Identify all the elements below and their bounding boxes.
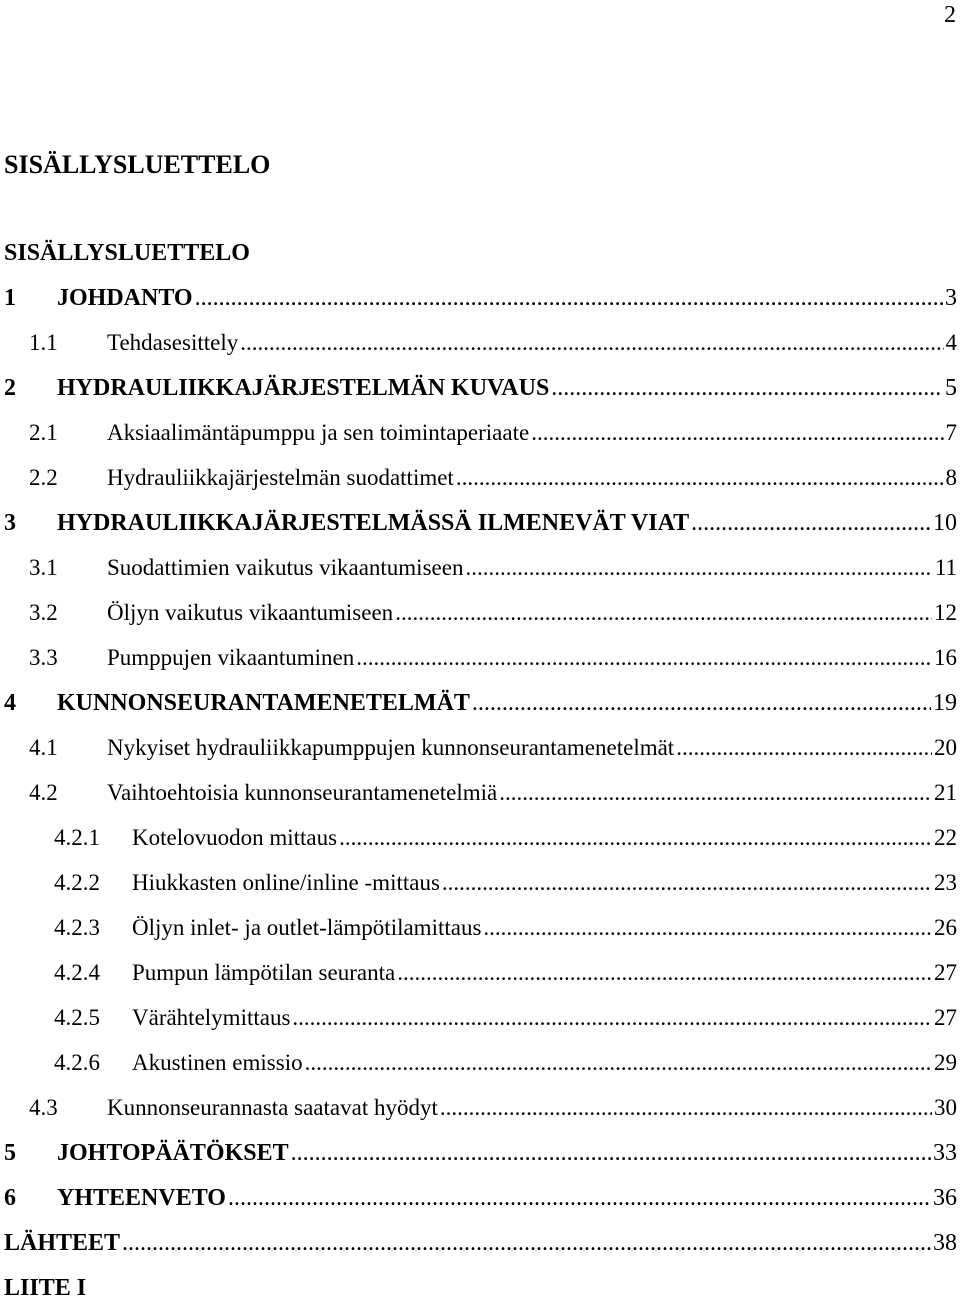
toc-entry-number: 3.2 — [29, 600, 58, 625]
toc-entry[interactable] — [4, 555, 957, 585]
toc-entry[interactable] — [4, 600, 957, 630]
toc-entry[interactable] — [4, 375, 957, 405]
toc-entry-page: 26 — [934, 915, 957, 940]
toc-dot-leader — [397, 960, 932, 986]
toc-dot-leader — [292, 1005, 932, 1031]
toc-entry-page: 30 — [934, 1095, 957, 1120]
toc-entry-title: HYDRAULIIKKAJÄRJESTELMÄN KUVAUS — [57, 375, 550, 401]
toc-entry-title: KUNNONSEURANTAMENETELMÄT — [57, 690, 470, 716]
toc-entry-number: 2.2 — [29, 465, 58, 490]
toc-entry-page: 27 — [934, 1005, 957, 1030]
toc-entry[interactable] — [4, 1095, 957, 1125]
toc-dot-leader — [676, 735, 932, 761]
toc-entry[interactable] — [4, 735, 957, 765]
toc-entry-number: 3.3 — [29, 645, 58, 670]
toc-entry-number: 4.2 — [29, 780, 58, 805]
toc-dot-leader — [691, 510, 931, 537]
toc-dot-leader — [395, 600, 932, 626]
toc-entry-title: Öljyn vaikutus vikaantumiseen — [107, 600, 394, 625]
toc-entry-number: 6 — [4, 1185, 16, 1211]
toc-entry-number: 1 — [4, 285, 16, 311]
toc-dot-leader — [483, 915, 932, 941]
toc-entry-page: 10 — [933, 510, 957, 536]
toc-dot-leader — [305, 1050, 932, 1076]
toc-entry-number: 1.1 — [29, 330, 58, 355]
toc-entry-title: Hydrauliikkajärjestelmän suodattimet — [107, 465, 454, 490]
toc-dot-leader — [122, 1230, 931, 1257]
toc-entry-number: 4 — [4, 690, 16, 716]
toc-entry-number: 4.2.4 — [54, 960, 100, 985]
toc-entry[interactable] — [4, 420, 957, 450]
toc-entry[interactable] — [4, 1140, 957, 1170]
toc-entry-page: 19 — [933, 690, 957, 716]
toc-entry-title: Hiukkasten online/inline -mittaus — [132, 870, 440, 895]
toc-entry-page: 27 — [934, 960, 957, 985]
toc-dot-leader — [499, 780, 932, 806]
toc-entry[interactable] — [4, 825, 957, 855]
toc-entry-number: 4.1 — [29, 735, 58, 760]
toc-dot-leader — [551, 375, 943, 402]
toc-entry-page: 21 — [934, 780, 957, 805]
toc-entry-title: Suodattimien vaikutus vikaantumiseen — [107, 555, 464, 580]
toc-entry[interactable] — [4, 960, 957, 990]
toc-entry-title: JOHDANTO — [57, 285, 193, 311]
toc-dot-leader — [472, 690, 931, 717]
toc-entry[interactable] — [4, 330, 957, 360]
toc-entry[interactable] — [4, 1050, 957, 1080]
toc-entry-page: 16 — [934, 645, 957, 670]
toc-dot-leader — [195, 285, 943, 312]
toc-entry-page: 20 — [934, 735, 957, 760]
toc-dot-leader — [440, 1095, 932, 1121]
toc-entry-page: 23 — [934, 870, 957, 895]
toc-entry-page: 3 — [945, 285, 957, 311]
toc-entry-title: Nykyiset hydrauliikkapumppujen kunnonseurantamenetelmät — [107, 735, 675, 760]
toc-entry-number: 5 — [4, 1140, 16, 1166]
toc-dot-leader — [456, 465, 944, 491]
toc-entry-page: 12 — [934, 600, 957, 625]
toc-entry-number: 4.2.2 — [54, 870, 100, 895]
toc-entry-number: 2.1 — [29, 420, 58, 445]
toc-entry[interactable] — [4, 1005, 957, 1035]
toc-dot-leader — [240, 330, 943, 356]
toc-entry[interactable] — [4, 1230, 957, 1260]
toc-entry-number: 4.2.5 — [54, 1005, 100, 1030]
toc-entry-page: 7 — [945, 420, 957, 445]
toc-entry-title: Pumppujen vikaantuminen — [107, 645, 355, 670]
toc-dot-leader — [339, 825, 932, 851]
toc-entry-number: 4.3 — [29, 1095, 58, 1120]
toc-entry-title: Vaihtoehtoisia kunnonseurantamenetelmiä — [107, 780, 498, 805]
toc-dot-leader — [531, 420, 943, 446]
toc-entry-title: LIITE I — [4, 1275, 87, 1301]
toc-entry-title: Akustinen emissio — [132, 1050, 303, 1075]
page-title: SISÄLLYSLUETTELO — [4, 150, 271, 179]
toc-entry[interactable] — [4, 780, 957, 810]
toc-entry-title: Tehdasesittely — [107, 330, 239, 355]
toc-entry[interactable] — [4, 285, 957, 315]
toc-entry[interactable] — [4, 690, 957, 720]
toc-entry-page: 4 — [945, 330, 957, 355]
toc-entry-number: 4.2.3 — [54, 915, 100, 940]
toc-entry-title: Värähtelymittaus — [132, 1005, 291, 1030]
toc-dot-leader — [465, 555, 932, 581]
toc-entry-page: 38 — [933, 1230, 957, 1256]
toc-entry-title: Kotelovuodon mittaus — [132, 825, 338, 850]
toc-entry-title: YHTEENVETO — [57, 1185, 226, 1211]
toc-dot-leader — [228, 1185, 931, 1212]
toc-entry[interactable] — [4, 465, 957, 495]
toc-entry-title: LÄHTEET — [4, 1230, 121, 1256]
toc-entry[interactable] — [4, 1275, 957, 1305]
toc-entry[interactable] — [4, 870, 957, 900]
toc-entry-page: 29 — [934, 1050, 957, 1075]
toc-entry[interactable] — [4, 240, 957, 270]
toc-entry-title: JOHTOPÄÄTÖKSET — [57, 1140, 289, 1166]
toc-dot-leader — [291, 1140, 931, 1167]
toc-entry-number: 3.1 — [29, 555, 58, 580]
toc-entry-number: 3 — [4, 510, 16, 536]
toc-entry-page: 33 — [933, 1140, 957, 1166]
toc-entry-number: 2 — [4, 375, 16, 401]
toc-entry-page: 22 — [934, 825, 957, 850]
toc-entry-title: Aksiaalimäntäpumppu ja sen toimintaperiaate — [107, 420, 530, 445]
toc-entry-page: 8 — [945, 465, 957, 490]
toc-entry[interactable] — [4, 510, 957, 540]
toc-dot-leader — [356, 645, 932, 671]
page-number: 2 — [944, 2, 956, 28]
toc-entry[interactable] — [4, 645, 957, 675]
toc-entry-number: 4.2.1 — [54, 825, 100, 850]
toc-entry-title: HYDRAULIIKKAJÄRJESTELMÄSSÄ ILMENEVÄT VIAT — [57, 510, 690, 536]
toc-entry-page: 5 — [945, 375, 957, 401]
toc-entry-page: 11 — [934, 555, 957, 580]
toc-entry-number: 4.2.6 — [54, 1050, 100, 1075]
toc-entry[interactable] — [4, 915, 957, 945]
toc-entry-title: Pumpun lämpötilan seuranta — [132, 960, 396, 985]
toc-entry-page: 36 — [933, 1185, 957, 1211]
toc-entry-title: Kunnonseurannasta saatavat hyödyt — [107, 1095, 438, 1120]
toc-dot-leader — [442, 870, 932, 896]
toc-entry-title: SISÄLLYSLUETTELO — [4, 240, 250, 266]
toc-entry[interactable] — [4, 1185, 957, 1215]
toc-entry-title: Öljyn inlet- ja outlet-lämpötilamittaus — [132, 915, 482, 940]
